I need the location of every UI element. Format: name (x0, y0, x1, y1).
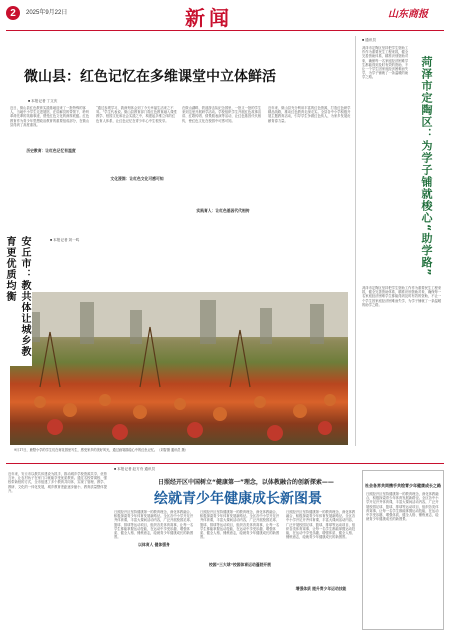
lead-byline: ■ 本报记者 丁文庆 (28, 99, 58, 103)
bottom-subhead-1: 以体育人 健体强身 (114, 542, 194, 548)
issue-date: 2025年9月22日 (26, 10, 68, 16)
lead-column-4: 近年来，微山县充分利用丰富的红色资源，打造红色研学精品线路，推动红色教育走深走实。全县各中小学积极开展主题教育活动，引导学生争做红色传人，为家乡发展贡献青春力量。 (268, 106, 351, 123)
newspaper-brand: 山东商报 (388, 9, 428, 20)
lead-subhead-3: 实践育人：让红色基因代代相传 (182, 208, 264, 214)
lead-column-3: 在微山湖畔，铁道游击队纪念园里，一批又一批的学生来到这里开展研学活动。学校组织学生开展红色故事宣讲、红歌传唱、情景剧表演等活动，让红色基因代代相传，使红色文化在校园中可感可知。 (182, 106, 262, 123)
lead-headline: 微山县：红色记忆在多维课堂中立体鲜活 (24, 69, 276, 85)
section-title: 新闻 (185, 6, 233, 30)
lead-subhead-1: 历史教育：让红色记忆有温度 (10, 148, 92, 154)
bottom-byline: ■ 本报记者 赵方舟 通讯员 (114, 467, 156, 471)
bottom-column-3: 日照经开区坚持健康第一的教育理念，深化体教融合，积极探索青少年体育发展新路径。全区各中小学开足开齐体育课，丰富大课间活动内容，广泛开展校园足球、篮球、排球等运动项目，组织各类体育赛事，让每一名学生都能掌握运动技能，在运动中享受乐趣、增强体质、健全人格、锤炼意志，绘就青少年健康成长的新图景。 (286, 510, 356, 540)
heze-column-left: 菏泽市定陶区坚持把学生资助工作作为重要民生工程来抓，健全完善资助体系，精准识别资助对象，确保每一名家庭经济困难学生都能得到及时有效的资助，不让一个学生因家庭经济困难而失学，为学子铺就了一条温暖的助学之路。 (362, 46, 409, 80)
anqiu-byline: ■ 本报记者 刘一鸣 (50, 238, 80, 242)
masthead-rule (6, 30, 444, 31)
photo-caption: 9月17日，鹿墅小学的学生们在荷花园里写生，感受家乡的美好风光，通过画笔描绘心中的红色记忆。（刘智摄 通讯员 摄） (14, 448, 188, 452)
lead-subhead-2: 文化浸润：让红色文化可感可知 (96, 176, 178, 182)
page-number: 2 (6, 6, 20, 20)
bottom-story (6, 466, 444, 632)
bottom-subhead-2: 校园“三大球”校园体育运动蓬勃开展 (200, 562, 280, 568)
lead-column-2: “通过参观学习，我深刻体会到了今天幸福生活来之不易。”学生代表说。微山县教育部门将红色教育融入课堂教学、校园文化和社会实践之中，构建起多维立体的红色育人体系，让红色记忆在青少年心中生根发芽。 (96, 106, 177, 123)
bottom-column-2: 日照经开区坚持健康第一的教育理念，深化体教融合，积极探索青少年体育发展新路径。全区各中小学开足开齐体育课，丰富大课间活动内容，广泛开展校园足球、篮球、排球等运动项目，组织各类体育赛事，让每一名学生都能掌握运动技能，在运动中享受乐趣、增强体质、健全人格、锤炼意志，绘就青少年健康成长的新图景。 (200, 510, 280, 540)
heze-column-bottom: 菏泽市定陶区坚持把学生资助工作作为重要民生工程来抓，健全完善资助体系，精准识别资助对象，确保每一名家庭经济困难学生都能得到及时有效的资助，不让一个学生因家庭经济困难而失学，为学子铺就了一条温暖的助学之路。 (362, 286, 442, 307)
lead-column-1: 近日，微山县红色教育实践基地迎来了一批特殊的客人，当地中小学生走进展馆，在讲解员的带领下，聆听革命先辈的英雄事迹，感受红色文化的深厚底蕴。红色教育作为青少年思想政治教育的重要组成部分，在微山县得到了高度重视。 (10, 106, 90, 127)
lead-photo-illustration (10, 292, 348, 445)
anqiu-column: 近年来，安丘市以教共体建设为抓手，推动城乡学校资源共享、优势互补，让农村孩子在家门口就能享受优质教育。通过名校带弱校、强校带新校的方式，全市组建了多个教育共同体，实现了管理、教学、教研、文化的一体化发展，城乡教育差距逐步缩小，教育质量整体提升。 (8, 472, 107, 493)
sidebar-box (362, 470, 444, 630)
column-divider (355, 36, 356, 446)
section-rule (6, 463, 444, 464)
heze-headline: 菏泽市定陶区：为学子铺就梭心“助学路” (420, 56, 433, 277)
heze-byline: ■ 通讯员 (362, 38, 376, 42)
lead-photo (10, 292, 348, 445)
bottom-kicker: 日照经开区中国树立“健康第一”理念，以体教融合的创新探索—— (158, 479, 334, 486)
sidebar-box-title: 社会各界共同携手共绘青少年健康成长之路 (365, 483, 441, 488)
bottom-subhead-3: 增强体质 提升青少年运动技能 (286, 586, 356, 592)
bottom-column-1: 日照经开区坚持健康第一的教育理念，深化体教融合，积极探索青少年体育发展新路径。全区各中小学开足开齐体育课，丰富大课间活动内容，广泛开展校园足球、篮球、排球等运动项目，组织各类体育赛事，让每一名学生都能掌握运动技能，在运动中享受乐趣、增强体质、健全人格、锤炼意志，绘就青少年健康成长的新图景。 (114, 510, 194, 540)
sidebar-box-body: 日照经开区坚持健康第一的教育理念，深化体教融合，积极探索青少年体育发展新路径。全区各中小学开足开齐体育课，丰富大课间活动内容，广泛开展校园足球、篮球、排球等运动项目，组织各类体育赛事，让每一名学生都能掌握运动技能，在运动中享受乐趣、增强体质、健全人格、锤炼意志，绘就青少年健康成长的新图景。 (366, 492, 439, 522)
heze-story (358, 36, 444, 446)
bottom-headline: 绘就青少年健康成长新图景 (154, 491, 322, 507)
anqiu-headline: 安丘市：教共体让城乡教育更优质均衡 (2, 236, 32, 366)
